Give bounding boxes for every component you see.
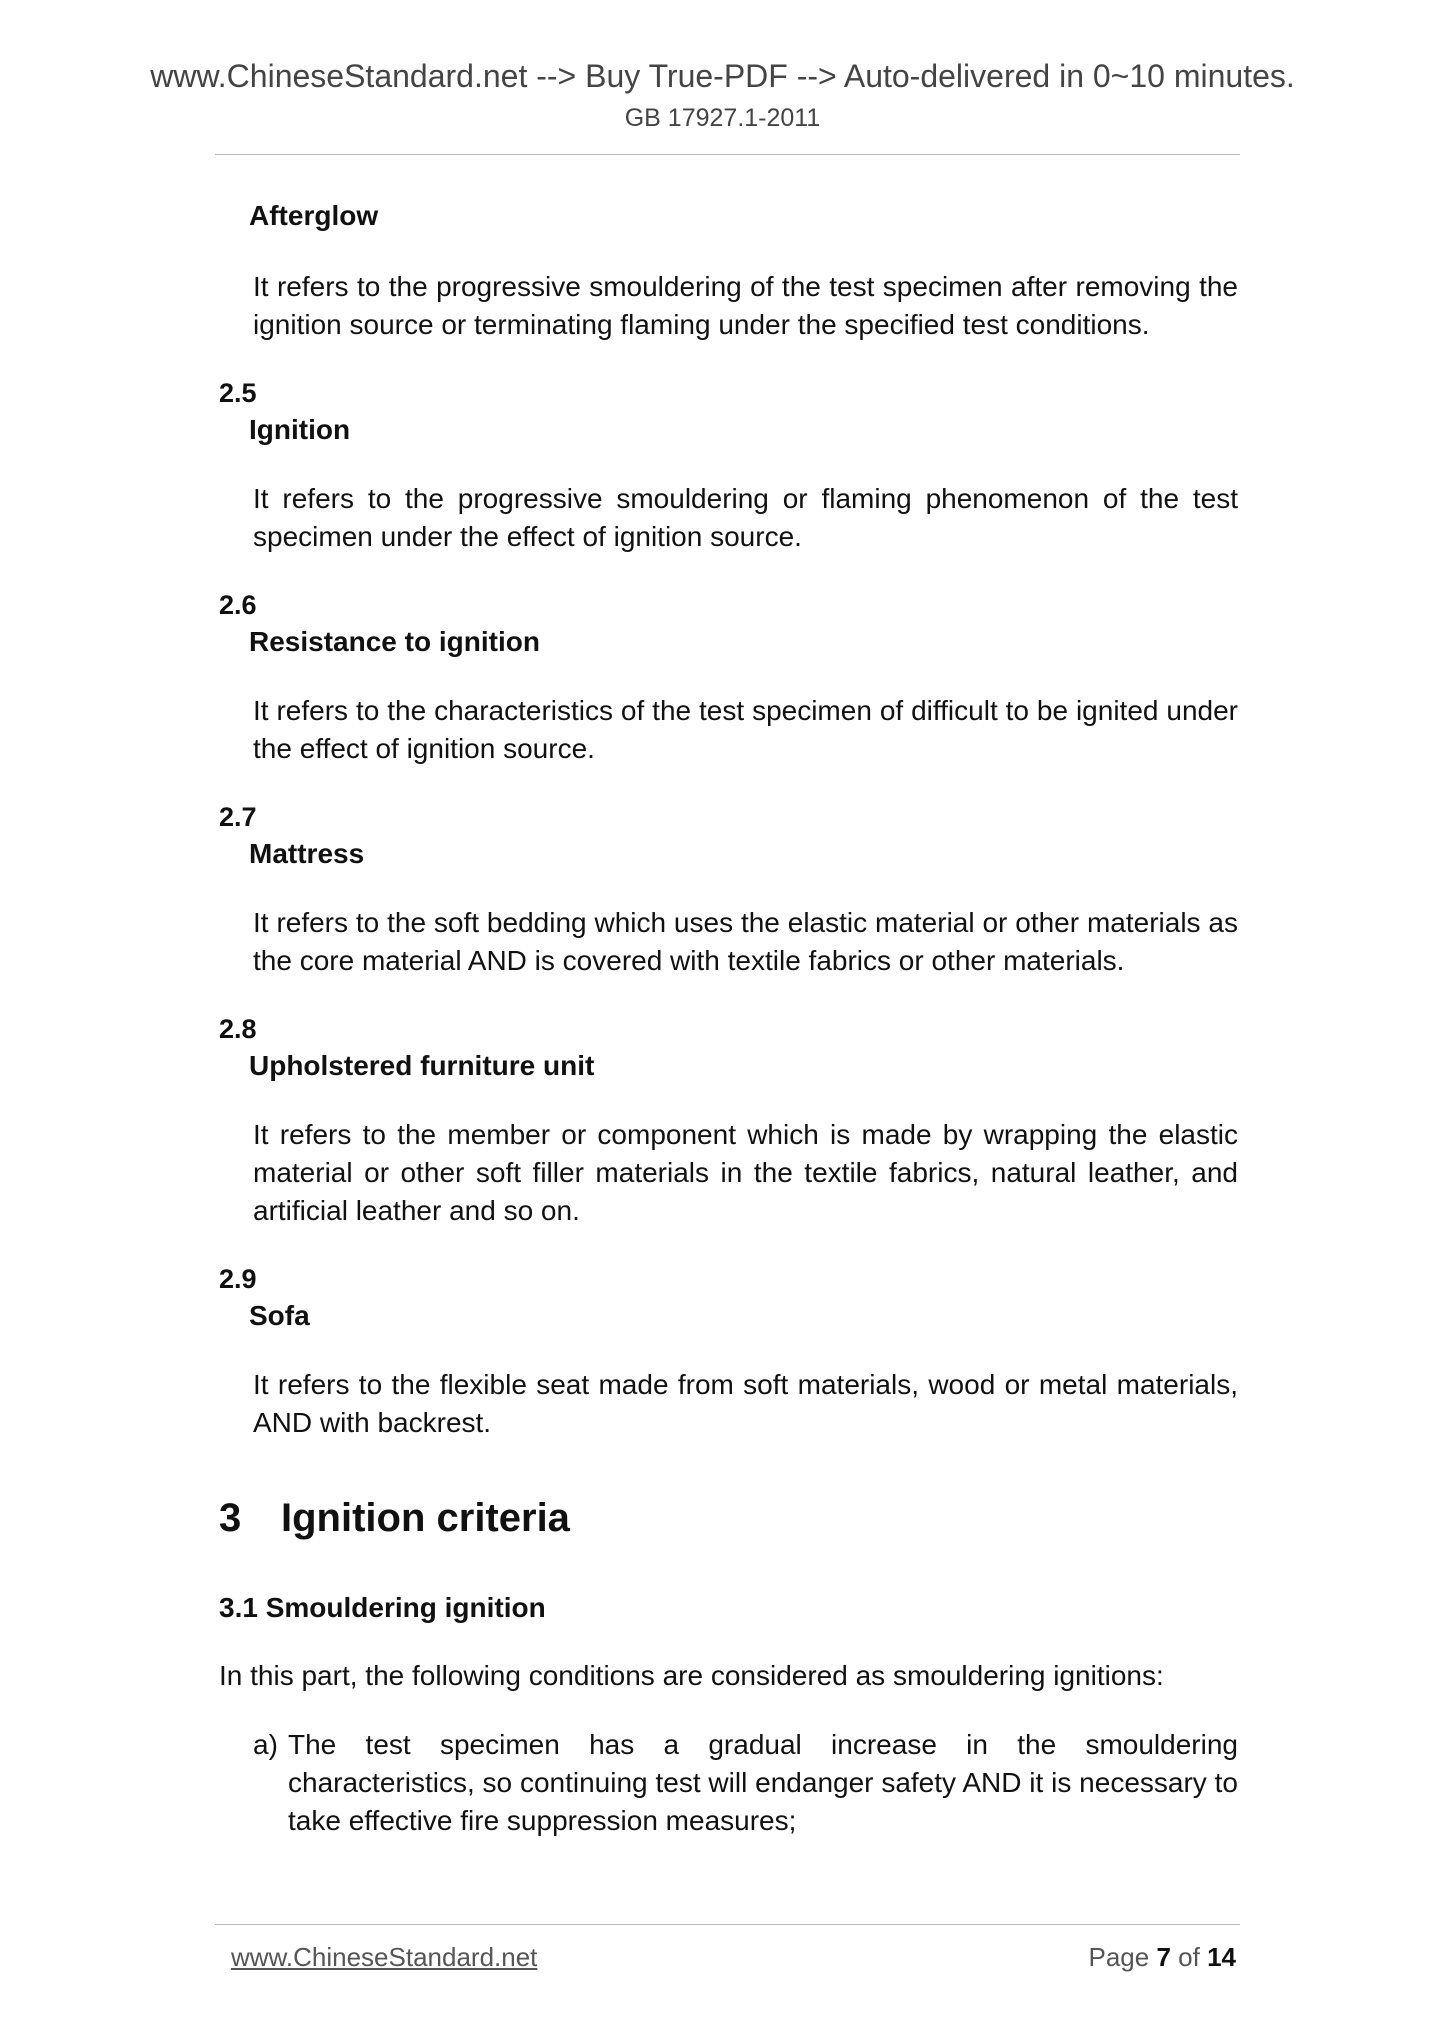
term-title-afterglow: Afterglow — [249, 200, 379, 231]
term-title-resistance-to-ignition: Resistance to ignition — [249, 626, 540, 657]
term-number-2-7: 2.7 — [219, 802, 257, 832]
term-definition-upholstered-furniture-unit: It refers to the member or component which is made by wrapping the elastic material or other soft filler materials in the textile fabrics, natural leather, and artificial leather and so on. — [253, 1119, 1238, 1226]
term-number-2-9: 2.9 — [219, 1264, 257, 1294]
current-page-number: 7 — [1156, 1942, 1171, 1972]
footer-website-link[interactable]: www.ChineseStandard.net — [231, 1942, 538, 1972]
page-word: Page — [1088, 1942, 1150, 1972]
term-number-2-6: 2.6 — [219, 590, 257, 620]
term-definition-afterglow: It refers to the progressive smouldering of the test specimen after removing the ignition source or terminating flaming under the specified test conditions. — [253, 271, 1238, 340]
list-item-continuation: characteristics, so continuing test will endanger safety AND it is necessary to take effective fire suppression measures; — [288, 1767, 1238, 1836]
term-definition-mattress: It refers to the soft bedding which uses the elastic material or other materials as the core material AND is covered with textile fabrics or other materials. — [253, 907, 1238, 976]
term-title-mattress: Mattress — [249, 838, 365, 869]
header-divider — [215, 154, 1240, 155]
subsection-heading-3-1: 3.1 Smouldering ignition — [219, 1592, 546, 1623]
list-item-marker: a) — [253, 1729, 278, 1760]
term-definition-ignition: It refers to the progressive smouldering or flaming phenomenon of the test specimen under the effect of ignition source. — [253, 483, 1238, 552]
section-heading-3 — [219, 1496, 570, 1541]
footer-divider — [215, 1924, 1240, 1925]
term-title-ignition: Ignition — [249, 414, 351, 445]
term-definition-sofa: It refers to the flexible seat made from soft materials, wood or metal materials, AND with backrest. — [253, 1369, 1238, 1438]
of-word: of — [1178, 1942, 1200, 1972]
total-page-count: 14 — [1207, 1942, 1236, 1972]
list-item-text — [253, 1726, 1238, 1840]
list-item-first-line: The test specimen has a gradual increase in the smouldering — [288, 1729, 1238, 1760]
term-number-2-8: 2.8 — [219, 1014, 257, 1044]
term-number-2-5: 2.5 — [219, 378, 257, 408]
section-title: Ignition criteria — [281, 1496, 570, 1540]
term-title-upholstered-furniture-unit: Upholstered furniture unit — [249, 1050, 595, 1081]
section-intro-paragraph: In this part, the following conditions are considered as smouldering ignitions: — [219, 1660, 1164, 1691]
page-indicator — [1088, 1942, 1236, 1973]
section-number: 3 — [219, 1496, 242, 1540]
term-title-sofa: Sofa — [249, 1300, 310, 1331]
header-banner[interactable]: www.ChineseStandard.net --> Buy True-PDF --> Auto-delivered in 0~10 minutes. — [150, 58, 1295, 94]
list-item — [253, 1726, 1238, 1840]
term-definition-resistance-to-ignition: It refers to the characteristics of the test specimen of difficult to be ignited under the effect of ignition source. — [253, 695, 1238, 764]
document-number: GB 17927.1-2011 — [624, 104, 821, 132]
